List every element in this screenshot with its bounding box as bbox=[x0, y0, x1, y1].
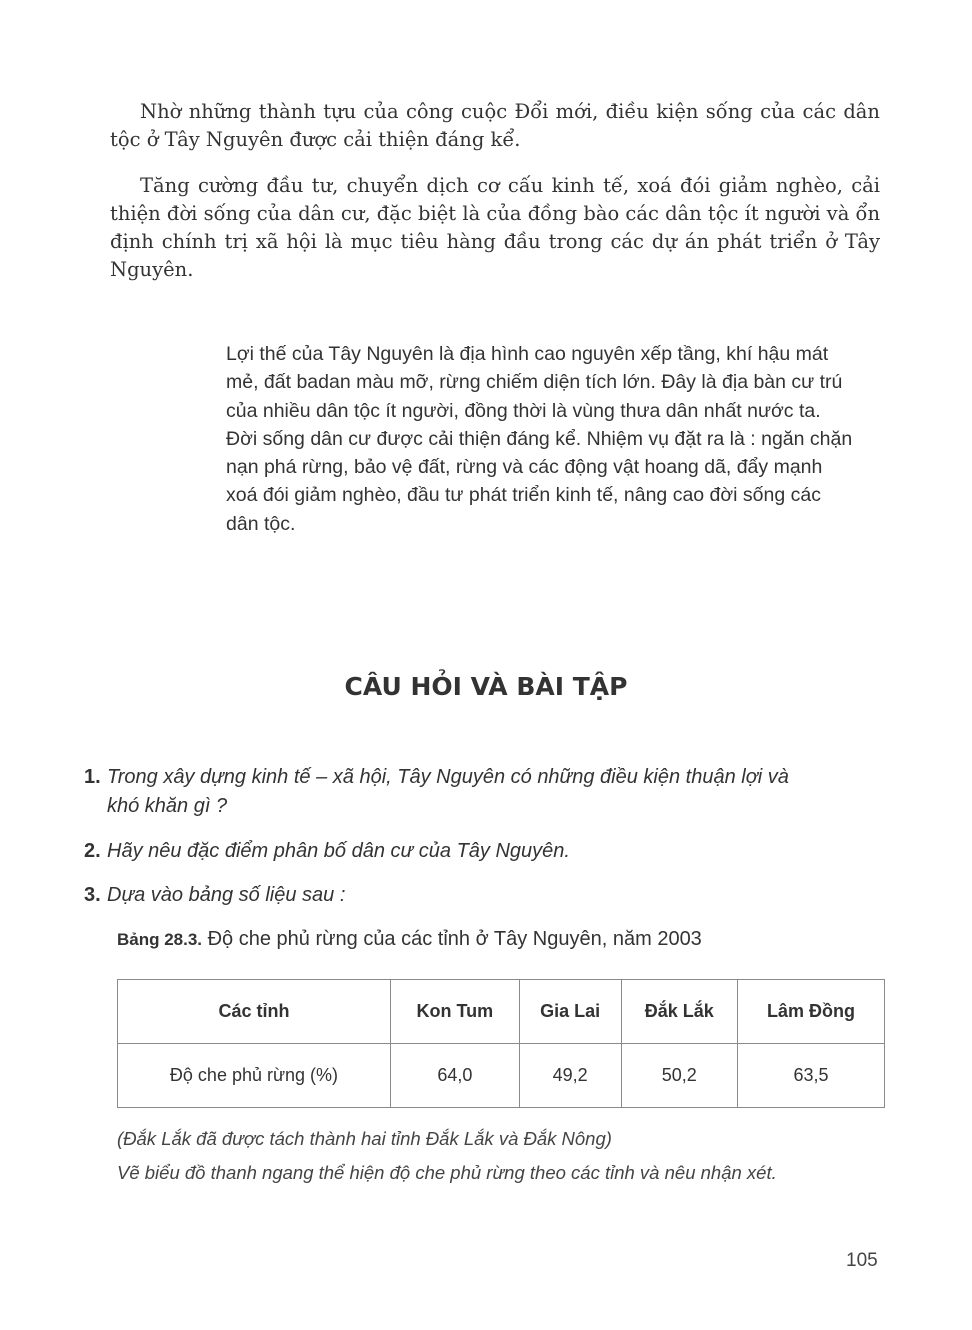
table-header-cell: Các tỉnh bbox=[118, 980, 391, 1044]
section-title: CÂU HỎI VÀ BÀI TẬP bbox=[344, 672, 628, 701]
table-cell: 64,0 bbox=[391, 1044, 520, 1108]
intro-paragraph-1: Nhờ những thành tựu của công cuộc Đổi mới, điều kiện sống của các dân tộc ở Tây Nguyên được cải thiện đáng kể. bbox=[110, 100, 880, 151]
table-note: (Đắk Lắk đã được tách thành hai tỉnh Đắk Lắk và Đắk Nông) bbox=[117, 1128, 612, 1149]
table-header-cell: Gia Lai bbox=[519, 980, 621, 1044]
question-text: Hãy nêu đặc điểm phân bố dân cư của Tây Nguyên. bbox=[107, 840, 570, 862]
table-header-cell: Đắk Lắk bbox=[621, 980, 737, 1044]
table-caption-label: Bảng 28.3. bbox=[117, 930, 203, 949]
question-2 bbox=[84, 837, 890, 866]
question-number: 2. bbox=[84, 840, 101, 862]
question-number: 1. bbox=[84, 766, 101, 788]
table-cell: 50,2 bbox=[621, 1044, 737, 1108]
table-caption-text: Độ che phủ rừng của các tỉnh ở Tây Nguyên, năm 2003 bbox=[207, 928, 702, 950]
question-text: Dựa vào bảng số liệu sau : bbox=[107, 884, 346, 906]
table-header-cell: Kon Tum bbox=[391, 980, 520, 1044]
table-caption bbox=[117, 928, 702, 951]
table-header-cell: Lâm Đồng bbox=[737, 980, 884, 1044]
table-row bbox=[118, 1044, 885, 1108]
table-cell: 63,5 bbox=[737, 1044, 884, 1108]
table-header-row bbox=[118, 980, 885, 1044]
question-3 bbox=[84, 881, 890, 910]
question-text-continued: khó khăn gì ? bbox=[107, 795, 228, 817]
question-number: 3. bbox=[84, 884, 101, 906]
lesson-summary: Lợi thế của Tây Nguyên là địa hình cao nguyên xếp tầng, khí hậu mát mẻ, đất badan màu mỡ, rừng chiếm diện tích lớn. Đây là địa bàn cư trú của nhiều dân tộc ít người, đồng thời là vùng thưa dân nhất nước ta. Đời sống dân cư được cải thiện đáng kể. Nhiệm vụ đặt ra là : ngăn chặn nạn phá rừng, bảo vệ đất, rừng và các động vật hoang dã, đẩy mạnh xoá đói giảm nghèo, đầu tư phát triển kinh tế, nâng cao đời sống các dân tộc. bbox=[226, 343, 853, 535]
forest-cover-table bbox=[117, 979, 885, 1108]
intro-paragraph-2: Tăng cường đầu tư, chuyển dịch cơ cấu kinh tế, xoá đói giảm nghèo, cải thiện đời sống của dân cư, đặc biệt là của đồng bào các dân tộc ít người và ổn định chính trị xã hội là mục tiêu hàng đầu trong các dự án phát triển ở Tây Nguyên. bbox=[110, 174, 881, 281]
question-text: Trong xây dựng kinh tế – xã hội, Tây Nguyên có những điều kiện thuận lợi và bbox=[107, 766, 789, 788]
table-row-label: Độ che phủ rừng (%) bbox=[118, 1044, 391, 1108]
page-number: 105 bbox=[846, 1250, 878, 1271]
question-1 bbox=[84, 763, 890, 821]
exercise-instruction: Vẽ biểu đồ thanh ngang thể hiện độ che phủ rừng theo các tỉnh và nêu nhận xét. bbox=[117, 1162, 777, 1183]
table-cell: 49,2 bbox=[519, 1044, 621, 1108]
